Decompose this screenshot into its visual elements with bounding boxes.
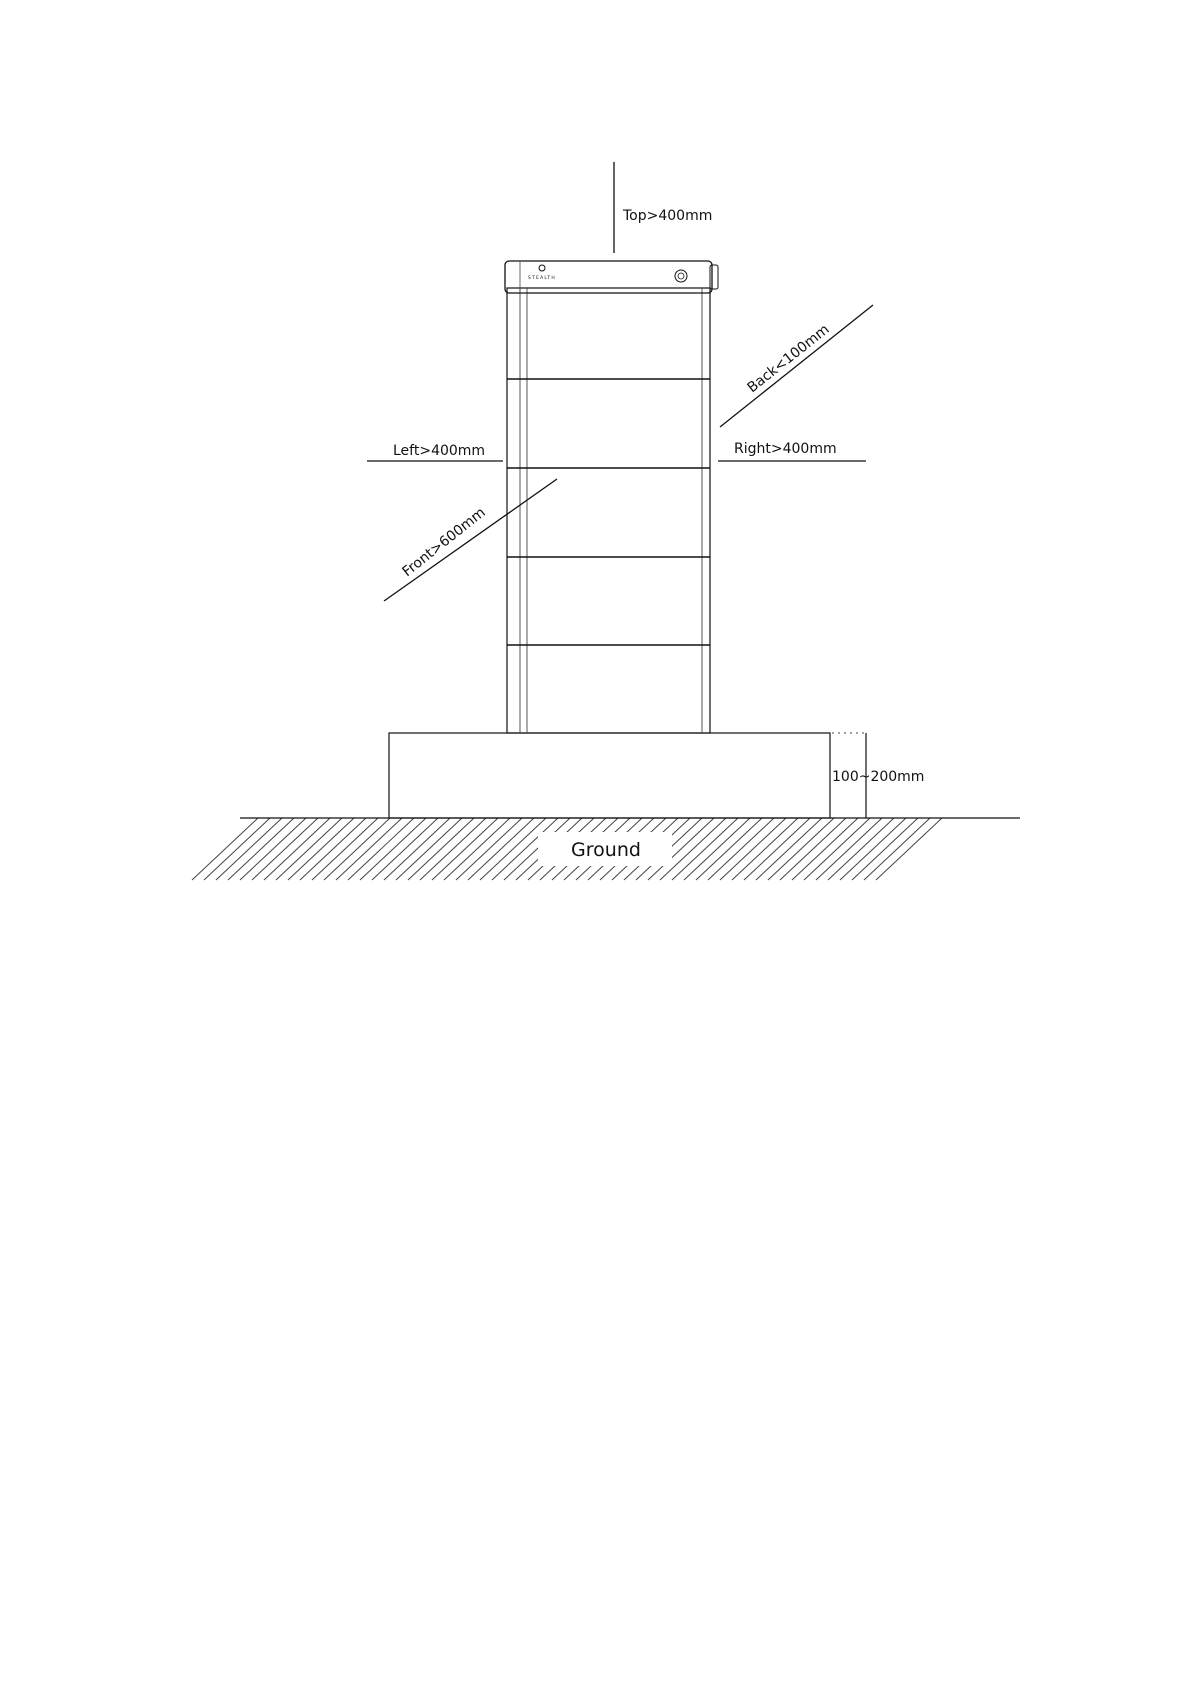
hatch-line bbox=[840, 818, 906, 880]
stack-frame bbox=[507, 288, 710, 733]
base-height-label: 100~200mm bbox=[832, 769, 925, 785]
hatch-line bbox=[396, 818, 462, 880]
hatch-line bbox=[420, 818, 486, 880]
hatch-line bbox=[684, 818, 750, 880]
hatch-line bbox=[336, 818, 402, 880]
hatch-line bbox=[324, 818, 390, 880]
controller-side-handle bbox=[710, 265, 718, 289]
hatch-line bbox=[744, 818, 810, 880]
ground-label: Ground bbox=[571, 839, 641, 861]
hatch-line bbox=[204, 818, 270, 880]
hatch-line bbox=[312, 818, 378, 880]
logo-text: STEALTH bbox=[528, 276, 556, 281]
hatch-line bbox=[252, 818, 318, 880]
hatch-line bbox=[192, 818, 258, 880]
hatch-line bbox=[804, 818, 870, 880]
hatch-line bbox=[384, 818, 450, 880]
hatch-line bbox=[240, 818, 306, 880]
hatch-line bbox=[276, 818, 342, 880]
hatch-line bbox=[720, 818, 786, 880]
hatch-line bbox=[456, 818, 522, 880]
hatch-line bbox=[864, 818, 930, 880]
hatch-line bbox=[828, 818, 894, 880]
back-clearance-label: Back<100mm bbox=[744, 321, 833, 397]
left-clearance-label: Left>400mm bbox=[393, 443, 486, 459]
hatch-line bbox=[792, 818, 858, 880]
hatch-line bbox=[348, 818, 414, 880]
front-clearance-label: Front>600mm bbox=[399, 504, 489, 581]
logo-icon bbox=[539, 265, 545, 271]
hatch-line bbox=[768, 818, 834, 880]
base-plinth bbox=[389, 733, 830, 818]
hatch-line bbox=[672, 818, 738, 880]
hatch-line bbox=[444, 818, 510, 880]
battery-stack bbox=[505, 261, 718, 733]
hatch-line bbox=[816, 818, 882, 880]
power-button-inner bbox=[678, 273, 684, 279]
hatch-line bbox=[228, 818, 294, 880]
hatch-line bbox=[288, 818, 354, 880]
hatch-line bbox=[480, 818, 546, 880]
top-clearance-label: Top>400mm bbox=[623, 208, 713, 224]
power-button-icon bbox=[675, 270, 687, 282]
hatch-line bbox=[708, 818, 774, 880]
hatch-line bbox=[696, 818, 762, 880]
front-clearance-line bbox=[384, 479, 557, 601]
hatch-line bbox=[876, 818, 942, 880]
hatch-line bbox=[216, 818, 282, 880]
hatch-line bbox=[360, 818, 426, 880]
hatch-line bbox=[756, 818, 822, 880]
hatch-line bbox=[264, 818, 330, 880]
hatch-line bbox=[432, 818, 498, 880]
hatch-line bbox=[408, 818, 474, 880]
hatch-line bbox=[852, 818, 918, 880]
hatch-line bbox=[372, 818, 438, 880]
back-clearance-line bbox=[720, 305, 873, 427]
hatch-line bbox=[300, 818, 366, 880]
hatch-line bbox=[468, 818, 534, 880]
hatch-line bbox=[732, 818, 798, 880]
hatch-line bbox=[780, 818, 846, 880]
right-clearance-label: Right>400mm bbox=[734, 441, 837, 457]
